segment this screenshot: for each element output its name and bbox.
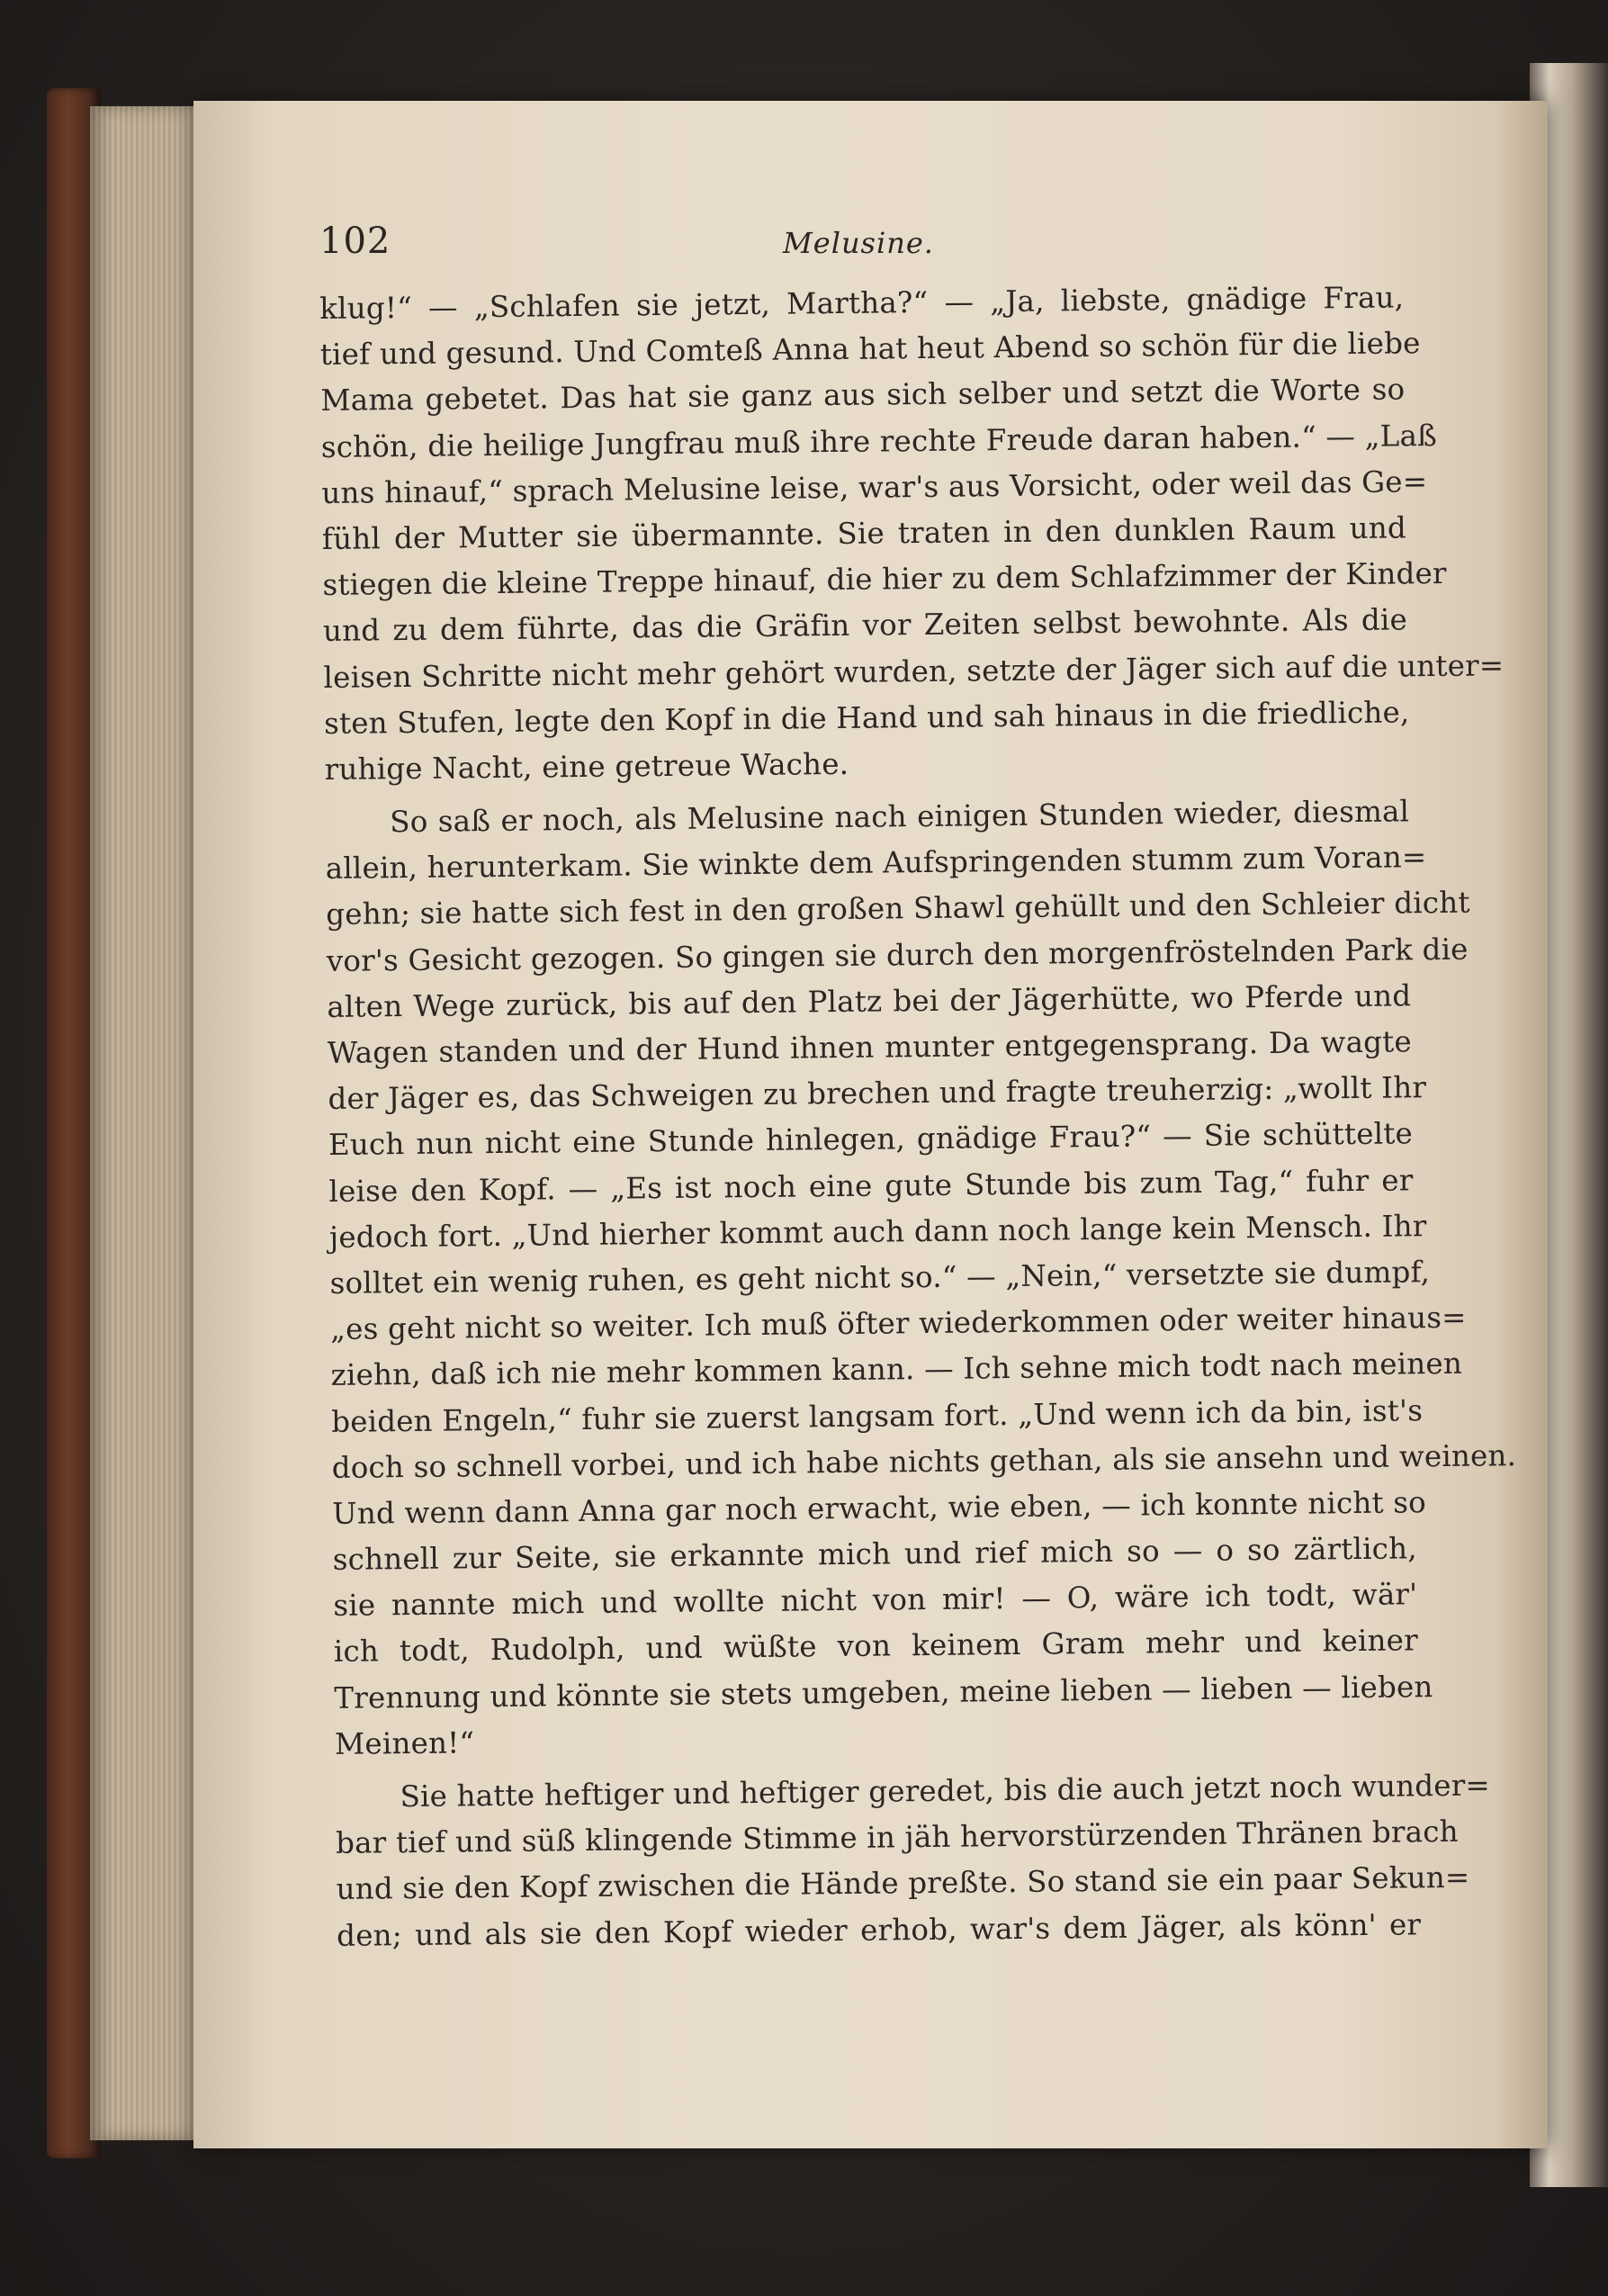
text-line: und sie den Kopf zwischen die Hände preßte. So stand sie ein paar Sekun=: [336, 1860, 1470, 1907]
text-line: Meinen!“: [334, 1725, 475, 1761]
text-line: jedoch fort. „Und hierher kommt auch dann noch lange kein Mensch. Ihr: [328, 1208, 1427, 1255]
text-line: schön, die heilige Jungfrau muß ihre rechte Freude daran haben.“ — „Laß: [320, 418, 1438, 464]
text-line: Sie hatte heftiger und heftiger geredet, bis die auch jetzt noch wunder=: [400, 1768, 1491, 1814]
text-line: den; und als sie den Kopf wieder erhob, war's dem Jäger, als könn' er: [336, 1906, 1422, 1953]
text-line: beiden Engeln,“ fuhr sie zuerst langsam fort. „Und wenn ich da bin, ist's: [331, 1392, 1424, 1439]
text-line: fühl der Mutter sie übermannte. Sie traten in den dunklen Raum und: [321, 510, 1407, 556]
running-head: [319, 221, 1399, 275]
text-line: schnell zur Seite, sie erkannte mich und rief mich so — o so zärtlich,: [332, 1531, 1417, 1577]
text-line: der Jäger es, das Schweigen zu brechen und fragte treuherzig: „wollt Ihr: [328, 1070, 1427, 1117]
text-line: sie nannte mich und wollte nicht von mir! — O, wäre ich todt, wär': [333, 1577, 1418, 1624]
text-line: Wagen standen und der Hund ihnen munter entgegensprang. Da wagte: [327, 1024, 1413, 1070]
text-line: leisen Schritte nicht mehr gehört wurden, setzte der Jäger sich auf die unter=: [323, 647, 1505, 695]
text-line: tief und gesund. Und Comteß Anna hat heut Abend so schön für die liebe: [319, 326, 1421, 373]
running-title: Melusine.: [783, 226, 934, 260]
text-line: Mama gebetet. Das hat sie ganz aus sich selber und setzt die Worte so: [320, 372, 1406, 419]
page-number: 102: [319, 221, 391, 262]
text-line: allein, herunterkam. Sie winkte dem Aufspringenden stumm zum Voran=: [325, 840, 1427, 887]
text-line: ruhige Nacht, eine getreue Wache.: [324, 746, 849, 787]
text-line: So saß er noch, als Melusine nach einigen Stunden wieder, diesmal: [390, 794, 1410, 840]
text-line: gehn; sie hatte sich fest in den großen Shawl gehüllt und den Schleier dicht: [326, 886, 1470, 932]
text-line: Trennung und könnte sie stets umgeben, meine lieben — lieben — lieben: [334, 1669, 1433, 1715]
text-line: leise den Kopf. — „Es ist noch eine gute Stunde bis zum Tag,“ fuhr er: [328, 1162, 1414, 1209]
text-line: sten Stufen, legte den Kopf in die Hand und sah hinaus in die friedliche,: [323, 695, 1410, 741]
text-line: ziehn, daß ich nie mehr kommen kann. — Ich sehne mich todt nach meinen: [330, 1346, 1463, 1393]
text-line: Euch nun nicht eine Stunde hinlegen, gnädige Frau?“ — Sie schüttelte: [328, 1116, 1414, 1163]
text-line: alten Wege zurück, bis auf den Platz bei der Jägerhütte, wo Pferde und: [327, 978, 1412, 1024]
text-line: solltet ein wenig ruhen, es geht nicht so.“ — „Nein,“ versetzte sie dumpf,: [329, 1255, 1431, 1301]
text-line: vor's Gesicht gezogen. So gingen sie durch den morgenfröstelnden Park die: [326, 932, 1469, 978]
text-line: bar tief und süß klingende Stimme in jäh hervorstürzenden Thränen brach: [335, 1814, 1459, 1861]
text-line: Und wenn dann Anna gar noch erwacht, wie eben, — ich konnte nicht so: [332, 1485, 1427, 1531]
text-line: und zu dem führte, das die Gräfin vor Zeiten selbst bewohnte. Als die: [322, 602, 1408, 649]
body-text: [319, 275, 1517, 1958]
text-line: uns hinauf,“ sprach Melusine leise, war's aus Vorsicht, oder weil das Ge=: [321, 464, 1428, 510]
text-line: „es geht nicht so weiter. Ich muß öfter wiederkommen oder weiter hinaus=: [329, 1300, 1467, 1347]
text-line: klug!“ — „Schlafen sie jetzt, Martha?“ — „Ja, liebste, gnädige Frau,: [319, 280, 1405, 326]
text-line: ich todt, Rudolph, und wüßte von keinem Gram mehr und keiner: [333, 1623, 1419, 1670]
text-line: stiegen die kleine Treppe hinauf, die hier zu dem Schlafzimmer der Kinder: [322, 556, 1447, 603]
text-line: doch so schnell vorbei, und ich habe nichts gethan, als sie ansehn und weinen.: [331, 1437, 1517, 1485]
